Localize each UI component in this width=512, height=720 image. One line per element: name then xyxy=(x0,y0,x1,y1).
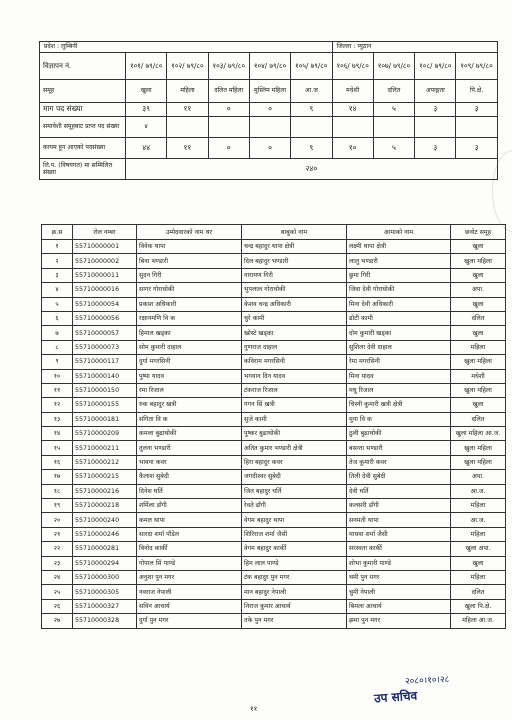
signature-title: उप सचिव xyxy=(373,688,418,706)
mother-name-cell: चुमी नेपाली xyxy=(347,585,451,599)
page-number: ११ xyxy=(250,705,258,713)
father-name-cell: केशव चन्द्र अधिकारी xyxy=(242,297,347,311)
father-name-cell: जित बहादुर घर्ति xyxy=(242,484,347,498)
candidate-name-cell: कमला बुढाथोकी xyxy=(137,427,242,441)
header-group: छनोट समूह xyxy=(451,225,506,240)
father-name-cell: चन्द्र बहादुर थापा क्षेत्री xyxy=(242,240,347,254)
count-cell xyxy=(373,117,414,138)
candidate-name-cell: दुर्गा मगरसिनी xyxy=(137,355,242,369)
father-name-cell: अतित कुमार भण्डारी क्षेत्री xyxy=(242,441,347,455)
candidate-name-cell: विनोद कार्की xyxy=(137,542,242,556)
serial-cell: ७ xyxy=(42,326,73,340)
count-cell: ४ xyxy=(126,117,167,138)
count-cell: १४ xyxy=(332,103,373,117)
table-row xyxy=(42,240,506,254)
table-row xyxy=(42,369,506,383)
selection-group-cell: खुला महिला xyxy=(451,355,506,369)
mother-name-cell: दोम कुमारी खड्का xyxy=(347,326,451,340)
serial-cell: ३ xyxy=(42,268,73,282)
advert-number-cell: १०५/ ७९/८० xyxy=(291,53,332,80)
selection-group-cell: अपा. xyxy=(451,470,506,484)
selection-group-cell: खुला पि.क्षे. xyxy=(451,599,506,613)
candidate-name-cell: तुलना भण्डारी xyxy=(137,441,242,455)
mother-name-cell: ढोटी कामी xyxy=(347,311,451,325)
selection-group-cell: दलित xyxy=(451,311,506,325)
mother-name-cell: शोभा कुमारी पाण्डे xyxy=(347,556,451,570)
roll-number-cell: 55710000057 xyxy=(73,326,137,340)
father-name-cell: कविराम मगरसिनी xyxy=(242,355,347,369)
mother-name-cell: देवी घर्ति xyxy=(347,484,451,498)
count-cell: ० xyxy=(249,138,290,159)
mother-name-cell: सनमती थापा xyxy=(347,513,451,527)
selection-group-cell: खुला अपा. xyxy=(451,542,506,556)
count-cell: ३ xyxy=(456,138,497,159)
table-row xyxy=(42,470,506,484)
roll-number-cell: 55710000140 xyxy=(73,369,137,383)
table-row xyxy=(42,455,506,469)
serial-cell: १ xyxy=(42,240,73,254)
candidate-name-cell: दुर्गा पुन मगर xyxy=(137,614,242,628)
group-cell: अपाङ्गता xyxy=(415,80,456,103)
roll-number-cell: 55710000212 xyxy=(73,455,137,469)
serial-cell: १२ xyxy=(42,398,73,412)
father-name-cell: निराज कुमार आचार्य xyxy=(242,599,347,613)
serial-cell: २० xyxy=(42,513,73,527)
serial-cell: १९ xyxy=(42,499,73,513)
roll-number-cell: 55710000150 xyxy=(73,383,137,397)
count-cell: ११ xyxy=(167,138,208,159)
roll-number-cell: 55710000300 xyxy=(73,570,137,584)
mother-name-cell: तिली देवी सुबेदी xyxy=(347,470,451,484)
selection-group-cell: महिला xyxy=(451,340,506,354)
serial-cell: २४ xyxy=(42,570,73,584)
mother-name-cell: मधु रिजाल xyxy=(347,383,451,397)
selection-group-cell: महिला आ.ज. xyxy=(451,614,506,628)
table-row xyxy=(42,355,506,369)
candidate-name-cell: पुष्पा यादव xyxy=(137,369,242,383)
selection-group-cell: महिला xyxy=(451,570,506,584)
table-row xyxy=(42,484,506,498)
roll-number-cell: 55710000281 xyxy=(73,542,137,556)
candidate-name-cell: रक्षानमणि वि क xyxy=(137,311,242,325)
candidate-name-cell: सविन आचार्य xyxy=(137,599,242,613)
selection-group-cell: खुला महिला xyxy=(451,383,506,397)
mother-name-cell: बिमला आचार्य xyxy=(347,599,451,613)
count-cell xyxy=(249,117,290,138)
mother-name-cell: बसन्ता भण्डारी xyxy=(347,441,451,455)
roll-number-cell: 55710000016 xyxy=(73,283,137,297)
table-row xyxy=(42,427,506,441)
selection-group-cell: खुला xyxy=(451,240,506,254)
father-name-cell: सुजे कामी xyxy=(242,412,347,426)
selection-group-cell: आ.ज. xyxy=(451,484,506,498)
selection-group-cell: दलित xyxy=(451,412,506,426)
father-name-cell: टंकराज रिजाल xyxy=(242,383,347,397)
father-name-cell: दिल बहादुर भण्डारी xyxy=(242,254,347,268)
advert-number-label: विज्ञापन नं. xyxy=(40,53,126,80)
father-name-cell: जगदीश्वर सुबेदी xyxy=(242,470,347,484)
group-label: समूह xyxy=(40,80,126,103)
candidate-name-cell: बिना भण्डारी xyxy=(137,254,242,268)
count-cell: ३९ xyxy=(126,103,167,117)
father-name-cell: तके पुन मगर xyxy=(242,614,347,628)
inclusive-received-row xyxy=(40,117,498,138)
serial-cell: ४ xyxy=(42,283,73,297)
serial-cell: १५ xyxy=(42,441,73,455)
candidate-name-cell: प्रकाश अधिकारी xyxy=(137,297,242,311)
serial-cell: २२ xyxy=(42,542,73,556)
candidate-name-cell: अनुशा पुन मगर xyxy=(137,570,242,584)
count-cell: ५ xyxy=(373,103,414,117)
selection-group-cell: दलित xyxy=(451,585,506,599)
selection-group-cell: आ.ज. xyxy=(451,513,506,527)
header-roll: रोल नम्बर xyxy=(73,225,137,240)
roll-number-cell: 55710000001 xyxy=(73,240,137,254)
selection-group-cell: खुला xyxy=(451,297,506,311)
written-exam-row xyxy=(40,159,498,180)
roll-number-cell: 55710000211 xyxy=(73,441,137,455)
father-name-cell: टंक बहादुर पुन मगर xyxy=(242,570,347,584)
father-name-cell: हिरा बहादुर कवर xyxy=(242,455,347,469)
serial-cell: १० xyxy=(42,369,73,383)
group-cell: दलित महिला xyxy=(208,80,249,103)
table-row xyxy=(42,570,506,584)
advert-number-cell: १०७/ ७९/८० xyxy=(373,53,414,80)
count-cell: ४४ xyxy=(126,138,167,159)
candidate-name-cell: दिनेश घर्ति xyxy=(137,484,242,498)
table-row xyxy=(42,297,506,311)
father-name-cell: नारायण गिरी xyxy=(242,268,347,282)
count-cell: ११ xyxy=(167,103,208,117)
advert-number-cell: १०८/ ७९/८० xyxy=(415,53,456,80)
candidate-name-cell: रुक बहादुर खत्री xyxy=(137,398,242,412)
father-name-cell: रेवते डाँगी xyxy=(242,499,347,513)
group-row xyxy=(40,80,498,103)
candidate-name-cell: गोपाल सिं पाण्डे xyxy=(137,556,242,570)
mother-name-cell: जिवा देवी गोराधोकी xyxy=(347,283,451,297)
serial-cell: ९ xyxy=(42,355,73,369)
table-row xyxy=(42,268,506,282)
table-row xyxy=(42,585,506,599)
mother-name-cell: लालु भण्डारी xyxy=(347,254,451,268)
candidate-name-cell: कमल थापा xyxy=(137,513,242,527)
count-cell xyxy=(208,117,249,138)
count-cell: ० xyxy=(208,103,249,117)
mother-name-cell: सुशिला देवी दाहाल xyxy=(347,340,451,354)
roll-number-cell: 55710000209 xyxy=(73,427,137,441)
demand-count-label: माग पद संख्या xyxy=(40,103,126,117)
count-cell xyxy=(332,117,373,138)
table-row xyxy=(42,412,506,426)
inclusive-received-label: समावेशी समूहबाट प्राप्त पद संख्या xyxy=(40,117,126,138)
serial-cell: २६ xyxy=(42,599,73,613)
mother-name-cell: कलसरी डाँगी xyxy=(347,499,451,513)
candidate-name-cell: भावना कवर xyxy=(137,455,242,469)
selection-group-cell: महिला xyxy=(451,527,506,541)
table-row xyxy=(42,254,506,268)
selection-group-cell: खुला महिला xyxy=(451,455,506,469)
candidate-table-header xyxy=(42,225,506,240)
mother-name-cell: लक्ष्मी थापा क्षेत्री xyxy=(347,240,451,254)
group-cell: पि.क्षे. xyxy=(456,80,497,103)
advert-number-cell: १०१/ ७९/८० xyxy=(126,53,167,80)
selection-group-cell: अपा. xyxy=(451,283,506,297)
advert-number-cell: १०४/ ७९/८० xyxy=(249,53,290,80)
province-label: प्रदेश : लुम्बिनी xyxy=(40,42,333,53)
serial-cell: २५ xyxy=(42,585,73,599)
serial-cell: १३ xyxy=(42,412,73,426)
selection-group-cell: महिला xyxy=(451,499,506,513)
group-cell: खुला xyxy=(126,80,167,103)
table-row xyxy=(42,398,506,412)
father-name-cell: हिम लाल पाण्डे xyxy=(242,556,347,570)
count-cell: ३ xyxy=(456,103,497,117)
table-row xyxy=(42,556,506,570)
selection-group-cell: खुला xyxy=(451,556,506,570)
candidate-name-cell: रमा रिजाल xyxy=(137,383,242,397)
roll-number-cell: 55710000117 xyxy=(73,355,137,369)
count-cell xyxy=(415,117,456,138)
roll-number-cell: 55710000240 xyxy=(73,513,137,527)
written-exam-total: २४० xyxy=(126,159,498,180)
table-row xyxy=(42,513,506,527)
group-cell: दलित xyxy=(373,80,414,103)
count-cell: ९ xyxy=(291,138,332,159)
serial-cell: ५ xyxy=(42,297,73,311)
final-count-row xyxy=(40,138,498,159)
mother-name-cell: सरस्वता कार्की xyxy=(347,542,451,556)
roll-number-cell: 55710000056 xyxy=(73,311,137,325)
selection-group-cell: मधेशी xyxy=(451,369,506,383)
serial-cell: ८ xyxy=(42,340,73,354)
count-cell xyxy=(291,117,332,138)
header-serial: क्र.स xyxy=(42,225,73,240)
table-row xyxy=(42,383,506,397)
count-cell: ९ xyxy=(291,103,332,117)
candidate-name-cell: नवराज नेपाली xyxy=(137,585,242,599)
roll-number-cell: 55710000328 xyxy=(73,614,137,628)
roll-number-cell: 55710000294 xyxy=(73,556,137,570)
header-father: बाबुको नाम xyxy=(242,225,347,240)
candidate-name-cell: विवेक थापा xyxy=(137,240,242,254)
written-exam-label: लि.प. (विषयगत) मा सम्मिलित संख्या xyxy=(40,159,126,180)
district-label: जिल्ला : प्युठान xyxy=(332,42,497,53)
table-row xyxy=(42,499,506,513)
table-row xyxy=(42,340,506,354)
father-name-cell: भुपलाल गोराधोकी xyxy=(242,283,347,297)
serial-cell: १४ xyxy=(42,427,73,441)
roll-number-cell: 55710000181 xyxy=(73,412,137,426)
group-cell: मुस्लिम महिला xyxy=(249,80,290,103)
mother-name-cell: मिना यादव xyxy=(347,369,451,383)
father-name-cell: मान बहादुर नेपाली xyxy=(242,585,347,599)
count-cell: १० xyxy=(332,138,373,159)
candidate-name-cell: संगिता वि क xyxy=(137,412,242,426)
table-row xyxy=(42,599,506,613)
roll-number-cell: 55710000215 xyxy=(73,470,137,484)
roll-number-cell: 55710000155 xyxy=(73,398,137,412)
count-cell: ३ xyxy=(415,138,456,159)
roll-number-cell: 55710000246 xyxy=(73,527,137,541)
selection-group-cell: खुला महिला xyxy=(451,441,506,455)
group-cell: महिला xyxy=(167,80,208,103)
selection-group-cell: खुला महिला xyxy=(451,254,506,268)
serial-cell: ६ xyxy=(42,311,73,325)
serial-cell: १६ xyxy=(42,455,73,469)
father-name-cell: चुरे कामी xyxy=(242,311,347,325)
candidate-table xyxy=(41,224,506,629)
father-name-cell: वेगम बहादुर कार्की xyxy=(242,542,347,556)
advert-number-cell: १०९/ ७९/८० xyxy=(456,53,497,80)
mother-name-cell: छुमा गिरी xyxy=(347,268,451,282)
serial-cell: १७ xyxy=(42,470,73,484)
advert-number-cell: १०२/ ७९/८० xyxy=(167,53,208,80)
serial-cell: ११ xyxy=(42,383,73,397)
roll-number-cell: 55710000073 xyxy=(73,340,137,354)
table-row xyxy=(42,614,506,628)
roll-number-cell: 55710000305 xyxy=(73,585,137,599)
father-name-cell: शिरिराज शर्मा जैसी xyxy=(242,527,347,541)
roll-number-cell: 55710000011 xyxy=(73,268,137,282)
candidate-name-cell: कैलाश सुबेदी xyxy=(137,470,242,484)
count-cell: ५ xyxy=(373,138,414,159)
header-mother: आमाको नाम xyxy=(347,225,451,240)
count-cell: ३ xyxy=(415,103,456,117)
father-name-cell: पुष्कर बुढाथोकी xyxy=(242,427,347,441)
candidate-name-cell: हिमाल खड्का xyxy=(137,326,242,340)
mother-name-cell: तेज कुमारी कवर xyxy=(347,455,451,469)
advert-number-cell: १०६/ ७९/८० xyxy=(332,53,373,80)
mother-name-cell: मुना वि क xyxy=(347,412,451,426)
mother-name-cell: चिस्नी कुमारी खत्री क्षेत्री xyxy=(347,398,451,412)
advert-number-row xyxy=(40,53,498,80)
selection-group-cell: खुला महिला आ.ज. xyxy=(451,427,506,441)
table-row xyxy=(42,311,506,325)
roll-number-cell: 55710000218 xyxy=(73,499,137,513)
serial-cell: २३ xyxy=(42,556,73,570)
table-row xyxy=(42,441,506,455)
mother-name-cell: झमा पुन मगर xyxy=(347,614,451,628)
demand-count-row xyxy=(40,103,498,117)
count-cell: ० xyxy=(208,138,249,159)
group-cell: मधेशी xyxy=(332,80,373,103)
serial-cell: १८ xyxy=(42,484,73,498)
father-name-cell: वेगम बहादुर थापा xyxy=(242,513,347,527)
selection-group-cell: खुला xyxy=(451,398,506,412)
father-name-cell: खोस्टे खड्का xyxy=(242,326,347,340)
father-name-cell: भगवान दिन यादव xyxy=(242,369,347,383)
serial-cell: २१ xyxy=(42,527,73,541)
serial-cell: २ xyxy=(42,254,73,268)
vacancy-summary-table xyxy=(39,41,498,180)
father-name-cell: गगन सिं खत्री xyxy=(242,398,347,412)
mother-name-cell: माधवा शर्मा जैसी xyxy=(347,527,451,541)
roll-number-cell: 55710000002 xyxy=(73,254,137,268)
signature-date: २०८०।१०।२८ xyxy=(404,674,450,688)
mother-name-cell: थमी पुन मगर xyxy=(347,570,451,584)
roll-number-cell: 55710000327 xyxy=(73,599,137,613)
table-row xyxy=(42,326,506,340)
serial-cell: २७ xyxy=(42,614,73,628)
candidate-name-cell: शर्मिला डाँगी xyxy=(137,499,242,513)
father-name-cell: गुणराज दाहाल xyxy=(242,340,347,354)
candidate-name-cell: सागर गोराधोकी xyxy=(137,283,242,297)
count-cell xyxy=(456,117,497,138)
final-count-label: कायम हुन आएको पदसंख्या xyxy=(40,138,126,159)
group-cell: आ.ज xyxy=(291,80,332,103)
selection-group-cell: खुला xyxy=(451,268,506,282)
roll-number-cell: 55710000054 xyxy=(73,297,137,311)
header-name: उम्मेदवारको नाम थर xyxy=(137,225,242,240)
mother-name-cell: रेमा मगरसिनी xyxy=(347,355,451,369)
table-row xyxy=(42,527,506,541)
count-cell xyxy=(167,117,208,138)
table-row xyxy=(42,283,506,297)
candidate-name-cell: सारदा शर्मा पौडेल xyxy=(137,527,242,541)
table-row xyxy=(42,542,506,556)
count-cell: ० xyxy=(249,103,290,117)
mother-name-cell: मिना देवी अधिकारी xyxy=(347,297,451,311)
advert-number-cell: १०३/ ७९/८० xyxy=(208,53,249,80)
roll-number-cell: 55710000216 xyxy=(73,484,137,498)
summary-header-row xyxy=(40,42,498,53)
mother-name-cell: ठुली बुढाथोकी xyxy=(347,427,451,441)
selection-group-cell: खुला xyxy=(451,326,506,340)
candidate-name-cell: सोम कुमारी दाहाल xyxy=(137,340,242,354)
candidate-name-cell: सुदन गिरी xyxy=(137,268,242,282)
